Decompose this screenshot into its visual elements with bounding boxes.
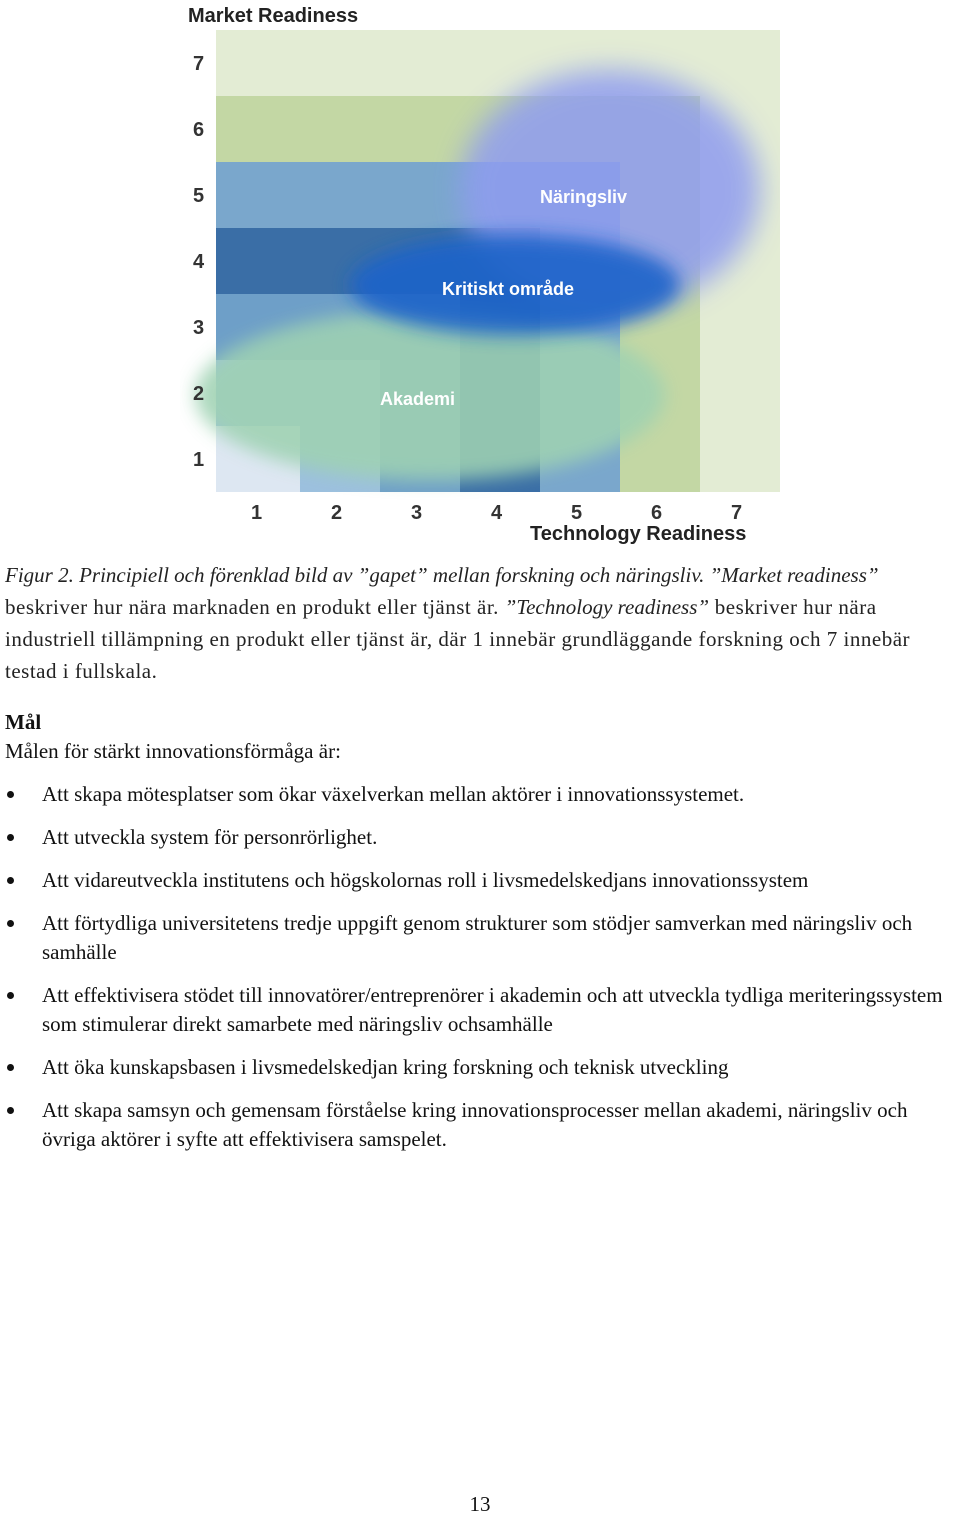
page-number: 13 [469, 1492, 491, 1516]
naringsliv-label: Näringsliv [540, 187, 628, 207]
list-item [0, 1053, 950, 1082]
list-item-text: Att effektivisera stödet till innovatörer/entreprenörer i akademin och att utveckla tydliga meriteringssystem som stimulerar direkt samarbete med näringsliv ochsamhälle [42, 983, 943, 1036]
list-item-text: Att vidareutveckla institutens och högskolornas roll i livsmedelskedjans innovationssystem [42, 868, 809, 892]
list-item [0, 909, 950, 967]
goal-list [0, 780, 950, 1168]
technology-readiness-title: Technology Readiness [530, 523, 747, 545]
list-item-text: Att skapa samsyn och gemensam förståelse kring innovationsprocesser mellan akademi, näringsliv och övriga aktörer i syfte att effektivisera samspelet. [42, 1098, 908, 1151]
list-item-text: Att utveckla system för personrörlighet. [42, 825, 378, 849]
bullet-icon [7, 791, 14, 798]
caption-plain-part-1: beskriver hur nära marknaden en produkt eller tjänst är. [5, 595, 505, 619]
y-tick: 5 [193, 185, 205, 207]
caption-italic-part-1: Figur 2. Principiell och förenklad bild av ”gapet” mellan forskning och näringsliv. ”Market readiness” [5, 563, 879, 587]
x-tick: 2 [331, 502, 343, 524]
figure-caption [5, 559, 950, 687]
y-tick: 4 [193, 251, 205, 273]
section-intro: Målen för stärkt innovationsförmåga är: [5, 739, 341, 763]
list-item-text: Att förtydliga universitetens tredje uppgift genom strukturer som stödjer samverkan med näringsliv och samhälle [42, 911, 913, 964]
bullet-icon [7, 834, 14, 841]
list-item-text: Att öka kunskapsbasen i livsmedelskedjan kring forskning och teknisk utveckling [42, 1055, 729, 1079]
akademi-label: Akademi [380, 389, 456, 409]
list-item [0, 981, 950, 1039]
x-tick: 1 [251, 502, 263, 524]
bullet-icon [7, 920, 14, 927]
market-technology-readiness-figure [180, 0, 780, 552]
bullet-icon [7, 877, 14, 884]
x-tick: 3 [411, 502, 423, 524]
x-tick: 4 [491, 502, 503, 524]
y-tick: 2 [193, 383, 205, 405]
list-item [0, 780, 950, 809]
y-tick: 6 [193, 119, 205, 141]
list-item [0, 823, 950, 852]
list-item [0, 866, 950, 895]
y-tick: 1 [193, 449, 205, 471]
caption-italic-part-2: ”Technology readiness” [504, 595, 710, 619]
y-tick: 3 [193, 317, 205, 339]
y-tick: 7 [193, 53, 205, 75]
market-readiness-title: Market Readiness [188, 5, 359, 27]
caption-plain-part-2: beskriver hur nära industriell tillämpning en produkt eller tjänst är, där 1 innebär grundläggande forskning och 7 innebär testad i fullskala. [5, 595, 911, 683]
readiness-diagram [180, 0, 780, 552]
bullet-icon [7, 1064, 14, 1071]
x-tick: 5 [571, 502, 583, 524]
section-heading: Mål [5, 710, 42, 734]
bullet-icon [7, 1107, 14, 1114]
list-item [0, 1096, 950, 1154]
list-item-text: Att skapa mötesplatser som ökar växelverkan mellan aktörer i innovationssystemet. [42, 782, 745, 806]
bullet-icon [7, 992, 14, 999]
kritiskt-omrade-label: Kritiskt område [442, 279, 575, 299]
x-tick: 7 [731, 502, 743, 524]
x-tick: 6 [651, 502, 663, 524]
